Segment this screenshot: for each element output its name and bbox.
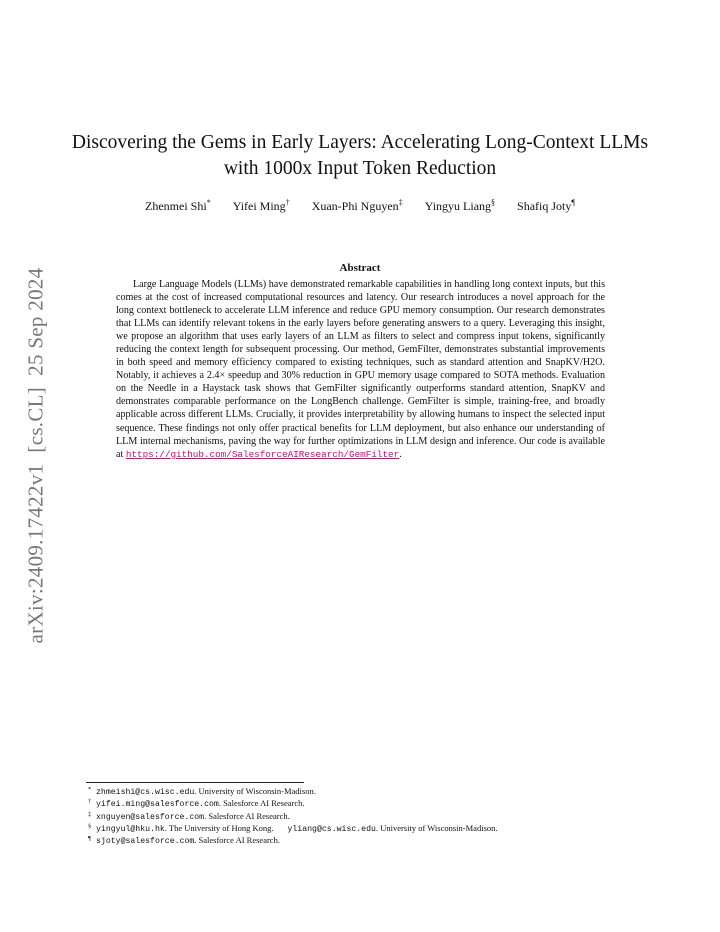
author-name: Yifei Ming (232, 199, 286, 213)
author-mark: § (491, 198, 496, 207)
footnote-email[interactable]: xnguyen@salesforce.com (96, 812, 205, 822)
author-name: Yingyu Liang (424, 199, 492, 213)
footnote-affiliation: . Salesforce AI Research. (204, 810, 290, 821)
footnote-email[interactable]: zhmeishi@cs.wisc.edu (96, 788, 195, 797)
footnote-mark: ¶ (88, 835, 91, 843)
footnote-affiliation: . Salesforce AI Research. (218, 798, 305, 809)
footnote-affiliation: . Salesforce AI Research. (194, 835, 280, 846)
footnote-affiliation: . The University of Hong Kong. (164, 822, 274, 833)
footnote-mark: † (88, 798, 92, 806)
author-mark: * (206, 198, 211, 207)
arxiv-identifier-text: arXiv:2409.17422v1 [cs.CL] 25 Sep 2024 (23, 267, 48, 643)
footnote (88, 798, 656, 810)
code-repository-link[interactable]: https://github.com/SalesforceAIResearch/GemFilter (125, 448, 400, 460)
footnote-affiliation: . University of Wisconsin-Madison. (194, 786, 316, 796)
footnote-email[interactable]: yingyul@hku.hk (96, 824, 165, 834)
footnote-divider (86, 782, 304, 783)
paper-title: Discovering the Gems in Early Layers: Accelerating Long-Context LLMs with 1000x Input Token Reduction (71, 132, 649, 179)
footnote-email[interactable]: yifei.ming@salesforce.com (96, 800, 219, 810)
author (312, 199, 403, 214)
author (233, 199, 290, 214)
author (145, 199, 211, 214)
author-name: Xuan-Phi Nguyen (311, 199, 399, 213)
abstract-body (116, 278, 605, 461)
author-name: Zhenmei Shi (145, 199, 207, 213)
footnote-mark: § (88, 822, 92, 830)
footnote (88, 835, 656, 847)
footnote (88, 810, 656, 823)
author-list (60, 199, 660, 214)
author-mark: ¶ (571, 198, 575, 207)
abstract-text: Large Language Models (LLMs) have demonstrated remarkable capabilities in handling long context inputs, but this comes at the cost of increased computational resources and latency. Our research introduces a novel approach for the long context bottleneck to accelerate LLM inference and reduce GPU memory consumption. Our research demonstrates that LLMs can identify relevant tokens in the early layers before generating answers to a query. Leveraging this insight, we propose an algorithm that uses early layers of an LLM as filters to select and compress input tokens, significantly reducing the context length for subsequent processing. Our method, GemFilter, demonstrates substantial improvements in both speed and memory efficiency compared to existing techniques, such as standard attention and SnapKV/H2O. Notably, it achieves a 2.4× speedup and 30% reduction in GPU memory usage compared to SOTA methods. Evaluation on the Needle in a Haystack task shows that GemFilter significantly outperforms standard attention, SnapKV and demonstrates comparable performance on the LongBench challenge. GemFilter is simple, training-free, and broadly applicable across different LLMs. Crucially, it provides interpretability by allowing humans to inspect the selected input sequence. These findings not only offer practical benefits for LLM deployment, but also enhance our understanding of LLM internal mechanisms, paving the way for further optimizations in LLM design and inference. Our code is available at (116, 279, 605, 460)
abstract-heading: Abstract (339, 262, 381, 274)
footnote-email-secondary[interactable]: yliang@cs.wisc.edu (287, 824, 376, 834)
author (517, 199, 575, 214)
arxiv-identifier-stamp (16, 250, 56, 660)
author-mark: † (285, 198, 290, 207)
footnote-list (88, 786, 656, 847)
footnote (88, 822, 656, 835)
footnote-email[interactable]: sjoty@salesforce.com (96, 837, 195, 847)
abstract-end-punctuation: . (399, 448, 402, 460)
footnote-mark: * (88, 786, 92, 793)
author-name: Shafiq Joty (517, 199, 572, 213)
author-mark: ‡ (398, 198, 403, 207)
footnote-mark: ‡ (88, 810, 92, 818)
footnote-affiliation-secondary: . University of Wisconsin-Madison. (375, 822, 498, 833)
author (425, 199, 495, 214)
footnote (88, 786, 656, 798)
